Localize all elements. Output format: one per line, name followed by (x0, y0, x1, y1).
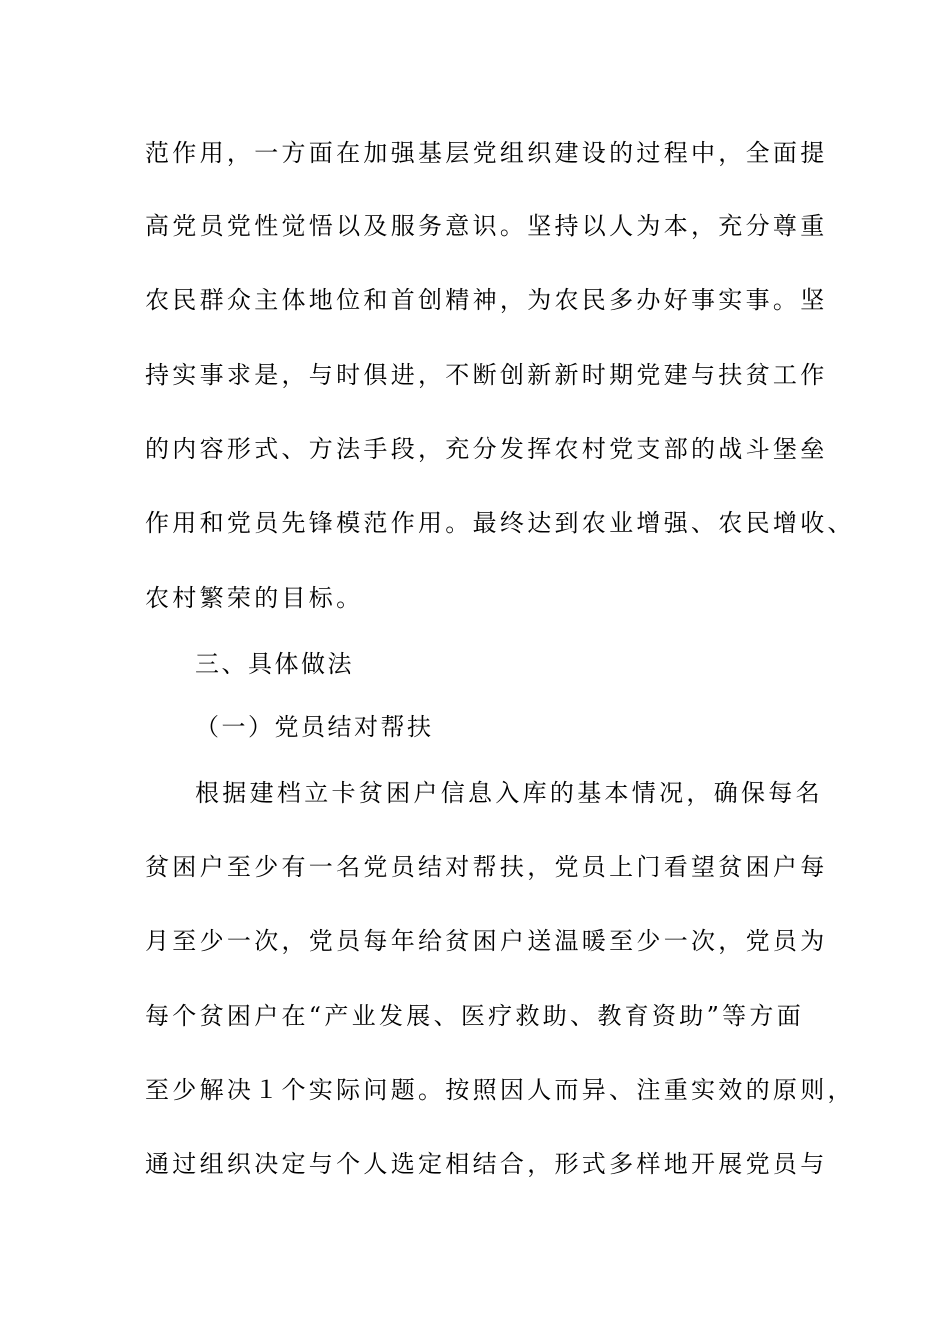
paragraph-line: 通过组织决定与个人选定相结合，形式多样地开展党员与 (145, 1150, 828, 1178)
paragraph-line: 农村繁荣的目标。 (145, 584, 364, 612)
paragraph-line: 贫困户至少有一名党员结对帮扶，党员上门看望贫困户每 (145, 853, 828, 881)
subsection-heading: （一）党员结对帮扶 (195, 713, 434, 741)
paragraph-line: 根据建档立卡贫困户信息入库的基本情况，确保每名 (195, 779, 823, 807)
paragraph-line: 作用和党员先锋模范作用。最终达到农业增强、农民增收、 (145, 509, 855, 537)
paragraph-line: 范作用，一方面在加强基层党组织建设的过程中，全面提 (145, 139, 828, 167)
paragraph-line: 至少解决１个实际问题。按照因人而异、注重实效的原则， (145, 1076, 855, 1104)
paragraph-line: 持实事求是，与时俱进，不断创新新时期党建与扶贫工作 (145, 361, 828, 389)
section-heading: 三、具体做法 (195, 650, 354, 678)
paragraph-line: 的内容形式、方法手段，充分发挥农村党支部的战斗堡垒 (145, 435, 828, 463)
paragraph-line: 月至少一次，党员每年给贫困户送温暖至少一次，党员为 (145, 927, 828, 955)
paragraph-line: 每个贫困户在“产业发展、医疗救助、教育资助”等方面 (145, 1002, 805, 1030)
paragraph-line: 农民群众主体地位和首创精神，为农民多办好事实事。坚 (145, 286, 828, 314)
paragraph-line: 高党员党性觉悟以及服务意识。坚持以人为本，充分尊重 (145, 212, 828, 240)
